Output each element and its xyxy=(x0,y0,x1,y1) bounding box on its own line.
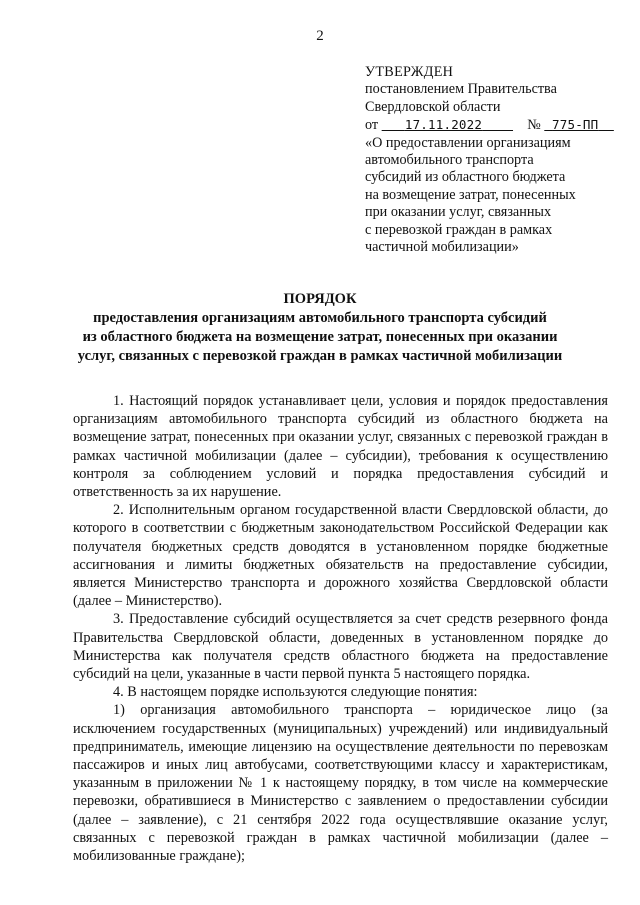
document-subtitle-line: из областного бюджета на возмещение затрат, понесенных при оказании xyxy=(82,329,558,345)
page-number: 2 xyxy=(316,28,324,44)
paragraph-2: 2. Исполнительным органом государственной власти Свердловской области, до которого в соответствии с бюджетным законодательством Российской Федерации как получателя бюджетных средств доводятся в установленном порядке бюджетные ассигнования и лимиты бюджетных обязательств на предоставление субсидии, является Министерство транспорта и дорожного хозяйства Свердловской области (далее – Министерство). xyxy=(73,502,608,610)
document-title: ПОРЯДОК xyxy=(283,291,357,307)
approval-date: 17.11.2022 xyxy=(404,117,483,133)
document-heading xyxy=(0,290,640,366)
document-subtitle-line: услуг, связанных с перевозкой граждан в рамках частичной мобилизации xyxy=(77,348,563,364)
paragraph-3: 3. Предоставление субсидий осуществляется за счет средств резервного фонда Правительства Свердловской области, доведенных в установленном порядке до Министерства как получателя средств областного бюджета на предоставление субсидий на цели, указанные в части первой пункта 5 настоящего порядка. xyxy=(73,611,608,683)
document-subtitle-line: предоставления организациям автомобильного транспорта субсидий xyxy=(93,310,547,326)
document-body xyxy=(73,392,608,865)
approval-title-line: на возмещение затрат, понесенных xyxy=(365,186,576,203)
approval-date-line xyxy=(365,116,615,134)
approval-line: Свердловской области xyxy=(365,98,501,115)
date-prefix: от xyxy=(365,117,379,134)
approval-line: постановлением Правительства xyxy=(365,81,557,98)
approval-number: 775-ПП xyxy=(552,117,599,133)
approval-title-line: «О предоставлении организациям xyxy=(365,134,571,151)
paragraph-1: 1. Настоящий порядок устанавливает цели, условия и порядок предоставления организациям автомобильного транспорта субсидий из областного бюджета на возмещение затрат, понесенных при оказании услуг, связанных с перевозкой граждан в рамках частичной мобилизации (далее – субсидии), требования к осуществлению контроля за соблюдением условий и порядка предоставления субсидий и ответственность за их нарушение. xyxy=(73,393,608,501)
number-prefix: № xyxy=(527,117,541,134)
approval-title-line: при оказании услуг, связанных xyxy=(365,204,552,221)
paragraph-4-item-1: 1) организация автомобильного транспорта – юридическое лицо (за исключением государственных (муниципальных) учреждений) или индивидуальный предприниматель, имеющие лицензию на осуществление деятельности по перевозкам пассажиров и иных лиц автобусами, соответствующими классу и характеристикам, указанным в приложении № 1 к настоящему порядку, в том числе на коммерческие перевозки, обратившиеся в Министерство с заявлением о предоставлении субсидии (далее – заявление), с 21 сентября 2022 года осуществлявшие оказание услуг, связанных с перевозкой граждан в рамках частичной мобилизации (далее – мобилизованные граждане); xyxy=(73,702,608,865)
approval-title-line: автомобильного транспорта xyxy=(365,152,534,169)
approval-title-line: субсидий из областного бюджета xyxy=(365,169,566,186)
approval-heading: УТВЕРЖДЕН xyxy=(365,64,454,80)
approval-title-line: с перевозкой граждан в рамках xyxy=(365,221,553,238)
approval-title-line: частичной мобилизации» xyxy=(365,239,519,256)
approval-stamp xyxy=(365,64,615,256)
paragraph-4: 4. В настоящем порядке используются следующие понятия: xyxy=(113,684,478,701)
